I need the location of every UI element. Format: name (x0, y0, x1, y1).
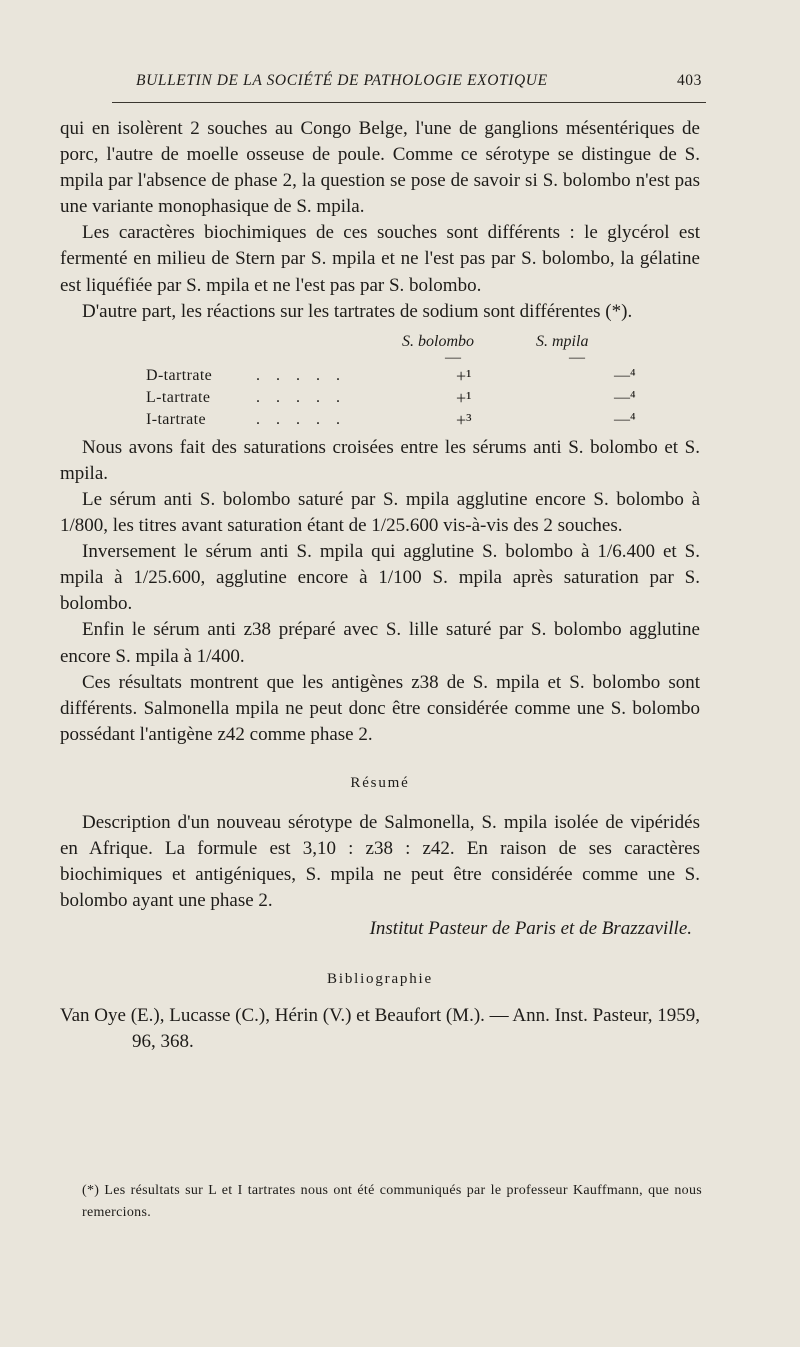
header-rule (112, 102, 706, 103)
bibliography-heading: Bibliographie (327, 971, 433, 988)
table-row (146, 363, 666, 385)
col-header-mpila: S. mpila (536, 332, 589, 350)
row-label: I-tartrate (146, 410, 206, 428)
footnote: (*) Les résultats sur L et I tartrates nous ont été communiqués par le professeur Kauffmann, que nous remercions. (82, 1183, 702, 1220)
table-row (146, 385, 666, 407)
table-row (146, 407, 666, 429)
row-label: D-tartrate (146, 366, 213, 384)
leader-dots: . . . . . (256, 410, 346, 428)
bibliography-entry: Van Oye (E.), Lucasse (C.), Hérin (V.) et Beaufort (M.). — Ann. Inst. Pasteur, 1959, 96, 368. (60, 1004, 700, 1052)
paragraph: Le sérum anti S. bolombo saturé par S. mpila agglutine encore S. bolombo à 1/800, les titres avant saturation étant de 1/25.600 vis-à-vis des 2 souches. (60, 488, 700, 537)
resume-heading: Résumé (350, 774, 410, 791)
mpila-value: —⁴ (614, 410, 636, 428)
paragraph: Enfin le sérum anti z38 préparé avec S. lille saturé par S. bolombo agglutine encore S. mpila à 1/400. (60, 619, 700, 667)
article-body (60, 116, 700, 1055)
col-dash: — (445, 348, 461, 366)
paragraph: Ces résultats montrent que les antigènes z38 de S. mpila et S. bolombo sont différents. Salmonella mpila ne peut donc être considérée comme une S. bolombo possédant l'antigène z42 comme phase 2. (60, 671, 700, 745)
paragraph: D'autre part, les réactions sur les tartrates de sodium sont différentes (*). (82, 300, 633, 322)
paragraph: Inversement le sérum anti S. mpila qui agglutine S. bolombo à 1/6.400 et S. mpila à 1/25.600, agglutine encore à 1/100 S. mpila après saturation par S. bolombo. (60, 541, 700, 615)
resume-text: Description d'un nouveau sérotype de Salmonella, S. mpila isolée de vipéridés en Afrique. La formule est 3,10 : z38 : z42. En raison de ses caractères biochimiques et antigéniques, S. mpila ne peut être considérée comme une S. bolombo ayant une phase 2. (60, 811, 700, 912)
row-label: L-tartrate (146, 388, 211, 406)
mpila-value: —⁴ (614, 388, 636, 406)
paragraph: qui en isolèrent 2 souches au Congo Belge, l'une de ganglions mésentériques de porc, l'autre de moelle osseuse de poule. Comme ce sérotype se distingue de S. mpila par l'absence de phase 2, la question se pose de savoir si S. bolombo n'est pas une variante monophasique de S. mpila. (60, 118, 700, 218)
col-header-bolombo: S. bolombo (402, 332, 474, 350)
affiliation: Institut Pasteur de Paris et de Brazzaville. (369, 918, 692, 940)
bolombo-value: +¹ (456, 365, 472, 386)
bolombo-value: +³ (456, 409, 472, 430)
mpila-value: —⁴ (614, 366, 636, 384)
paragraph: Les caractères biochimiques de ces souches sont différents : le glycérol est fermenté en milieu de Stern par S. mpila et ne l'est pas par S. bolombo, la gélatine est liquéfiée par S. mpila et ne l'est pas par S. bolombo. (60, 222, 700, 296)
leader-dots: . . . . . (256, 366, 346, 384)
page-number: 403 (676, 72, 702, 89)
leader-dots: . . . . . (256, 388, 346, 406)
tartrate-table (60, 325, 700, 435)
journal-title: BULLETIN DE LA SOCIÉTÉ DE PATHOLOGIE EXOTIQUE (136, 72, 548, 89)
paragraph: Nous avons fait des saturations croisées entre les sérums anti S. bolombo et S. mpila. (60, 436, 700, 484)
col-dash: — (569, 348, 585, 366)
bolombo-value: +¹ (456, 387, 472, 408)
